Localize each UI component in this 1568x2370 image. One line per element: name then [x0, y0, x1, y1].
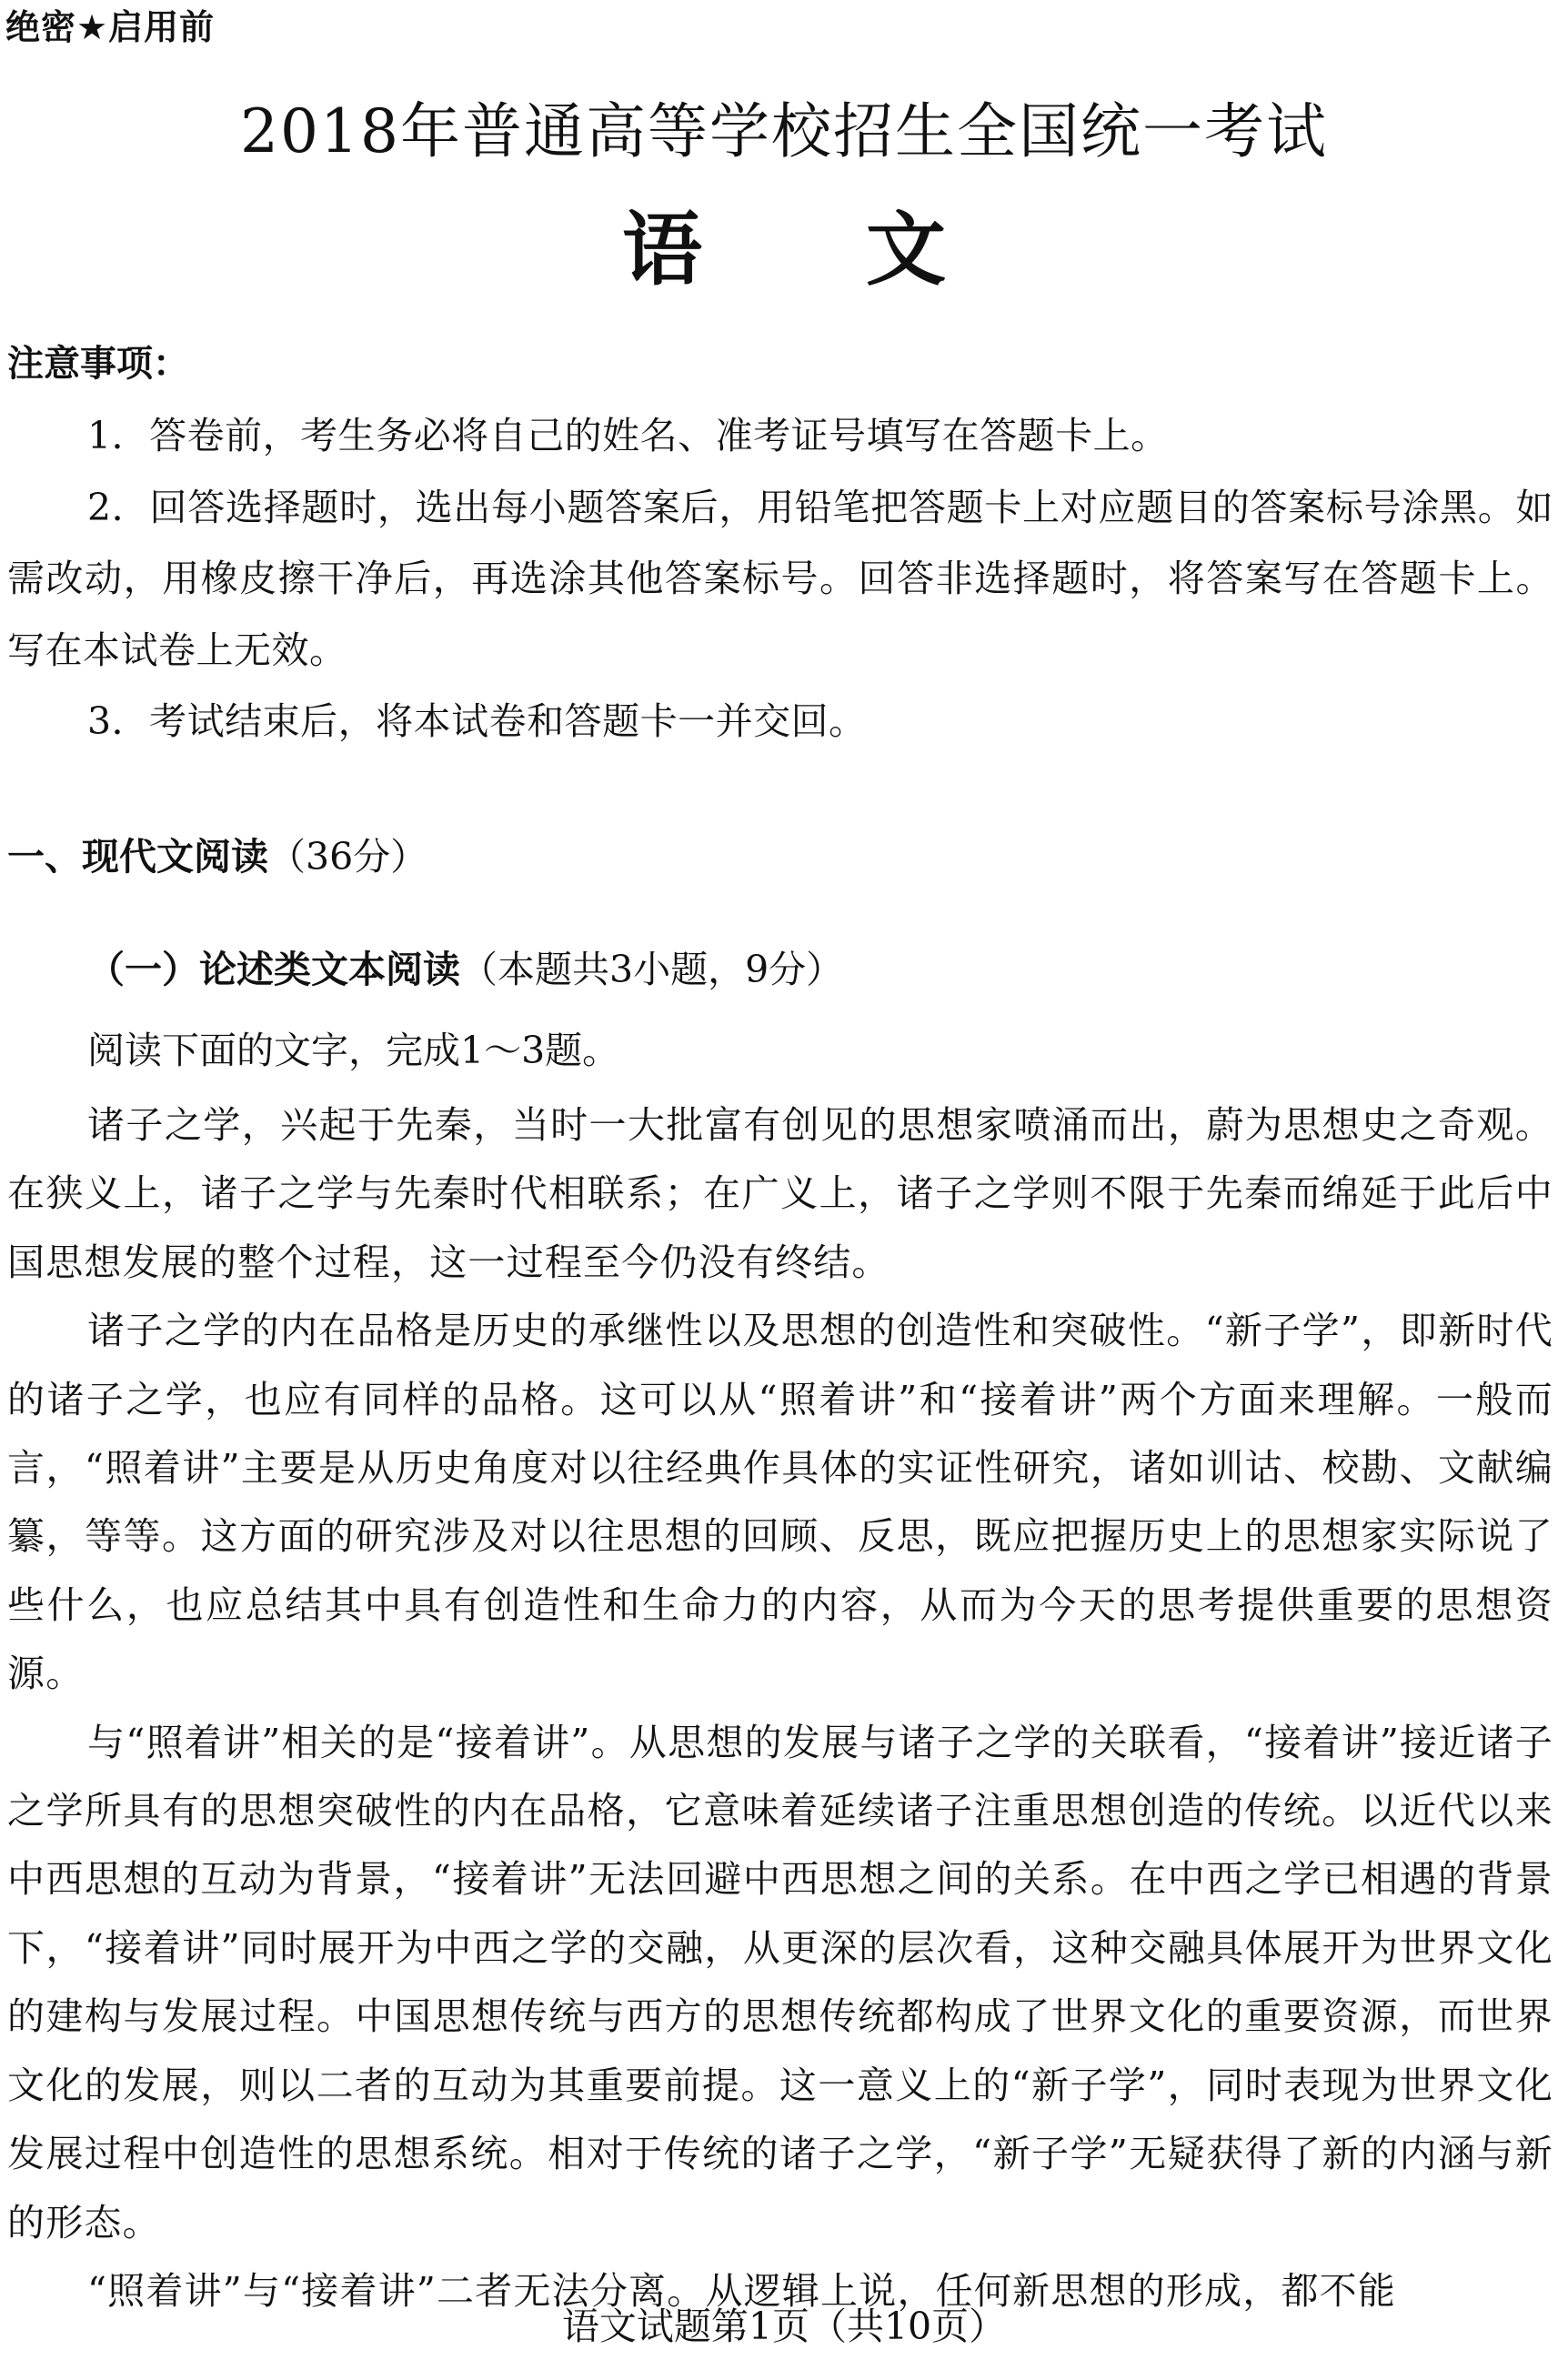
reading-instruction: 阅读下面的文字，完成1～3题。	[87, 1029, 620, 1072]
subsection-meta: （本题共3小题，9分）	[460, 948, 844, 991]
subject-title: 语文	[621, 203, 1110, 296]
notice-heading: 注意事项：	[7, 343, 189, 385]
notice-item: 1．答卷前，考生务必将自己的姓名、准考证号填写在答题卡上。	[87, 414, 1169, 457]
section-points: （36分）	[268, 835, 428, 879]
exam-title: 2018年普通高等学校招生全国统一考试	[240, 96, 1328, 166]
notice-list	[7, 400, 1553, 758]
subsection-title: （一）论述类文本阅读	[87, 948, 460, 991]
passage-paragraph: 诸子之学的内在品格是历史的承继性以及思想的创造性和突破性。“新子学”，即新时代的诸子之学，也应有同样的品格。这可以从“照着讲”和“接着讲”两个方面来理解。一般而言，“照着讲”主要是从历史角度对以往经典作具体的实证性研究，诸如训诂、校勘、文献编纂，等等。这方面的研究涉及对以往思想的回顾、反思，既应把握历史上的思想家实际说了些什么，也应总结其中具有创造性和生命力的内容，从而为今天的思考提供重要的思想资源。	[7, 1309, 1553, 1696]
classification-label: 绝密★启用前	[5, 7, 216, 47]
notice-item: 3．考试结束后，将本试卷和答题卡一并交回。	[87, 699, 867, 743]
passage-paragraph: 与“照着讲”相关的是“接着讲”。从思想的发展与诸子之学的关联看，“接着讲”接近诸子之学所具有的思想突破性的内在品格，它意味着延续诸子注重思想创造的传统。以近代以来中西思想的互动为背景，“接着讲”无法回避中西思想之间的关系。在中西之学已相遇的背景下，“接着讲”同时展开为中西之学的交融，从更深的层次看，这种交融具体展开为世界文化的建构与发展过程。中国思想传统与西方的思想传统都构成了世界文化的重要资源，而世界文化的发展，则以二者的互动为其重要前提。这一意义上的“新子学”，同时表现为世界文化发展过程中创造性的思想系统。相对于传统的诸子之学，“新子学”无疑获得了新的内涵与新的形态。	[7, 1720, 1553, 2244]
reading-passage	[7, 1091, 1553, 2325]
notice-item: 2．回答选择题时，选出每小题答案后，用铅笔把答题卡上对应题目的答案标号涂黑。如需改动，用橡皮擦干净后，再选涂其他答案标号。回答非选择题时，将答案写在答题卡上。写在本试卷上无效。	[7, 485, 1553, 672]
subsection-heading	[87, 942, 843, 997]
passage-paragraph: “照着讲”与“接着讲”二者无法分离。从逻辑上说，任何新思想的形成，都不能	[87, 2268, 1397, 2313]
passage-paragraph: 诸子之学，兴起于先秦，当时一大批富有创见的思想家喷涌而出，蔚为思想史之奇观。在狭义上，诸子之学与先秦时代相联系；在广义上，诸子之学则不限于先秦而绵延于此后中国思想发展的整个过程，这一过程至今仍没有终结。	[7, 1103, 1553, 1284]
page-footer: 语文试题第1页（共10页）	[561, 2305, 1007, 2348]
section-heading	[7, 829, 427, 884]
section-title: 一、现代文阅读	[7, 835, 268, 879]
